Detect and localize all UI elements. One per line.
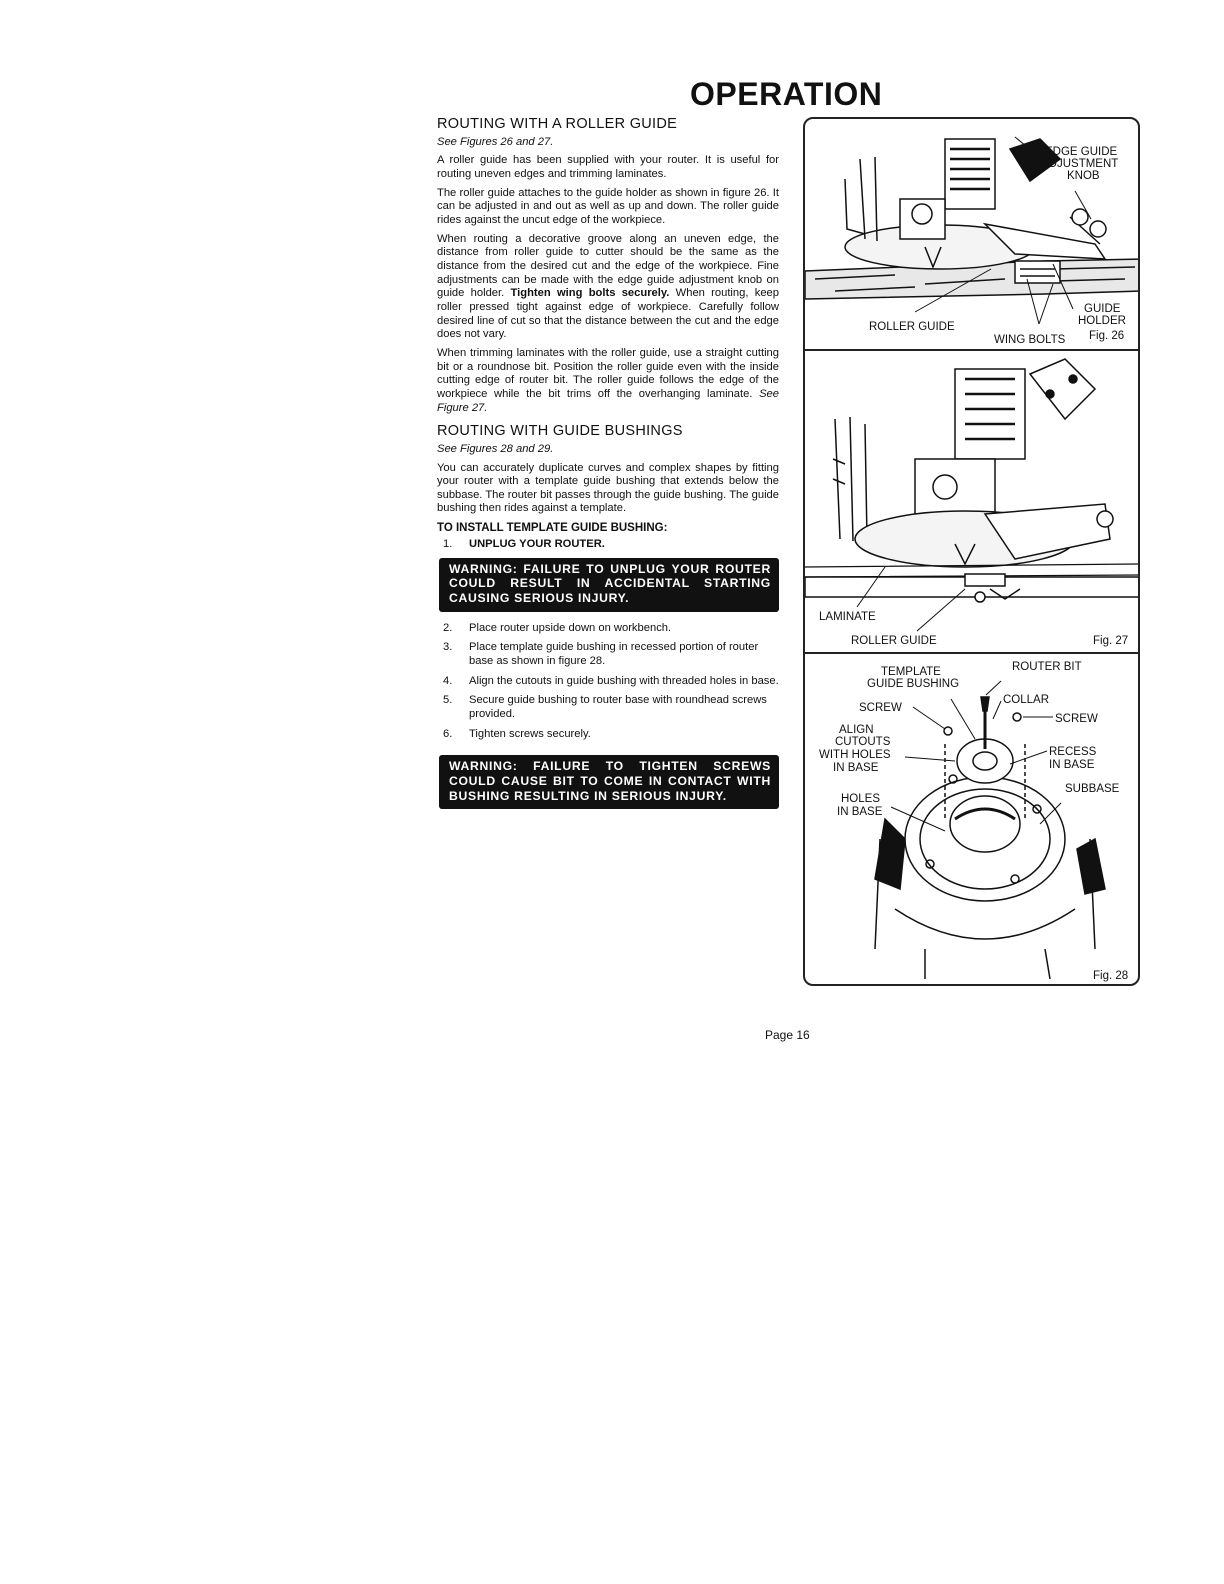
fig28-label-cutouts: CUTOUTS [835,736,891,748]
page-number: Page 16 [765,1028,810,1042]
fig26-caption: Fig. 26 [1089,330,1125,342]
fig26-label-wing-bolts: WING BOLTS [994,334,1066,346]
fig28-label-holes: HOLES [841,793,880,805]
figure-reference: See Figure 27. [437,387,779,414]
fig28-caption: Fig. 28 [1093,970,1129,982]
fig26-label-guide: GUIDE [1084,303,1121,315]
fig28-label-collar: COLLAR [1003,694,1050,706]
fig28-label-in-base-recess: IN BASE [1049,759,1095,771]
paragraph [437,233,779,342]
step-number: 6. [443,727,453,740]
fig26-label-edge-guide: EDGE GUIDE [1045,146,1118,158]
step-text: Secure guide bushing to router base with roundhead screws provided. [469,694,767,720]
fig28-label-subbase: SUBBASE [1065,783,1120,795]
step-number: 3. [443,641,453,654]
fig28-router-drawing [875,697,1105,979]
step-number: 4. [443,674,453,687]
fig28-label-align: ALIGN [839,724,874,736]
fig27-caption: Fig. 27 [1093,635,1129,647]
step-item [437,728,779,742]
text-column [437,116,779,819]
fig28-label-recess: RECESS [1049,746,1097,758]
page-title: OPERATION [690,76,883,112]
step-text: UNPLUG YOUR ROUTER. [469,538,605,551]
step-number: 5. [443,694,453,707]
step-text: Tighten screws securely. [469,727,591,740]
figure-reference: See Figures 26 and 27. [437,135,554,148]
fig28-label-in-base-align: IN BASE [833,762,879,774]
step-text: Align the cutouts in guide bushing with threaded holes in base. [469,674,779,687]
paragraph: You can accurately duplicate curves and complex shapes by fitting your router with a template guide bushing that extends below the subbase. The router bit passes through the guide bushing. The guide bushing then rides against a template. [437,461,779,515]
fig27-label-laminate: LAMINATE [819,611,876,623]
fig28-label-screw-left: SCREW [859,702,902,714]
fig26-label-adjustment: ADJUSTMENT [1041,158,1119,170]
paragraph-text: When routing a decorative groove along an uneven edge, the distance from roller guide to cutter should be the same as the distance from the desired cut and the edge of the workpiece. Fine adjustments can be made with the edge guide adjustment knob on guide holder. [437,232,779,300]
fig28-label-template: TEMPLATE [881,666,941,678]
fig28-label-in-base-holes: IN BASE [837,806,883,818]
fig28-label-with-holes: WITH HOLES [819,749,891,761]
fig28-label-screw-right: SCREW [1055,713,1098,725]
paragraph: The roller guide attaches to the guide holder as shown in figure 26. It can be adjusted in and out as well as up and down. The roller guide rides against the uncut edge of the workpiece. [437,186,779,226]
section-heading-roller-guide: ROUTING WITH A ROLLER GUIDE [437,116,678,132]
step-text: Place router upside down on workbench. [469,621,672,634]
step-text: Place template guide bushing in recessed portion of router base as shown in figure 28. [469,641,759,668]
figure-reference: See Figures 28 and 29. [437,442,554,455]
step-item [437,622,779,636]
bold-instruction: Tighten wing bolts securely. [510,287,670,300]
step-item [437,694,779,721]
step-item [437,641,779,668]
fig28-label-router-bit: ROUTER BIT [1012,661,1082,673]
fig26-label-holder: HOLDER [1078,315,1126,327]
step-item [437,675,779,689]
fig26-label-roller-guide: ROLLER GUIDE [869,321,955,333]
paragraph [437,347,779,415]
fig27-router-drawing [805,359,1140,602]
section-heading-guide-bushings: ROUTING WITH GUIDE BUSHINGS [437,423,683,440]
fig28-label-guide-bushing: GUIDE BUSHING [867,678,960,690]
figures-panel [803,117,1140,986]
step-item [437,538,779,552]
fig27-label-roller-guide: ROLLER GUIDE [851,635,937,647]
step-number: 2. [443,621,453,634]
warning-box: WARNING: FAILURE TO UNPLUG YOUR ROUTER COULD RESULT IN ACCIDENTAL STARTING CAUSING SERIOUS INJURY. [439,558,779,612]
paragraph: A roller guide has been supplied with your router. It is useful for routing uneven edges and trimming laminates. [437,154,779,180]
fig26-label-knob: KNOB [1067,170,1100,182]
step-number: 1. [443,538,453,551]
warning-box: WARNING: FAILURE TO TIGHTEN SCREWS COULD CAUSE BIT TO COME IN CONTACT WITH BUSHING RESULTING IN SERIOUS INJURY. [439,755,779,809]
paragraph-text: When trimming laminates with the roller guide, use a straight cutting bit or a roundnose bit. Position the roller guide even with the inside cutting edge of router bit. The roller guide follows the edge of the workpiece while the bit trims off the overhanging laminate. [437,346,779,400]
figures-illustration [805,119,1140,986]
paragraph-text: When routing, keep roller pressed tight against edge of workpiece. Carefully follow desired line of cut so that the distance between the cut and the edge does not vary. [437,287,779,341]
install-subheading: TO INSTALL TEMPLATE GUIDE BUSHING: [437,522,668,535]
